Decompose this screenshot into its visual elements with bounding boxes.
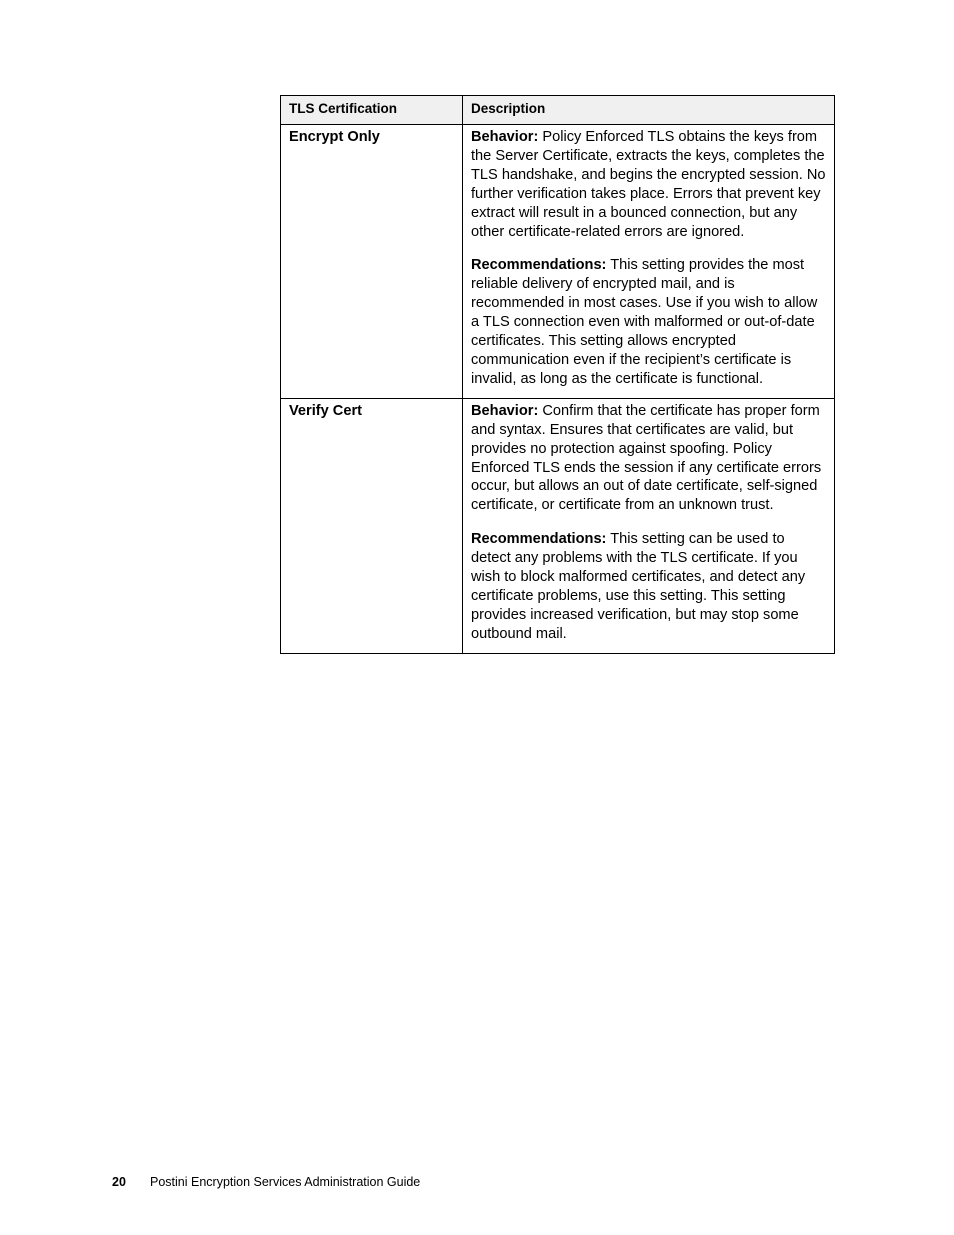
row-name-encrypt-only: Encrypt Only [281,125,463,399]
recommendations-label: Recommendations: [471,257,607,274]
page-footer [112,1174,420,1190]
behavior-paragraph [471,402,828,515]
recommendations-text: This setting can be used to detect any problems with the TLS certificate. If you wish to block malformed certificates, and detect any certificate problems, use this setting. This setting provides increased verification, but may stop some outbound mail. [471,531,806,642]
row-description [463,398,835,653]
row-name-verify-cert: Verify Cert [281,398,463,653]
recommendations-label: Recommendations: [471,531,607,548]
tls-certification-table [280,95,835,654]
behavior-label: Behavior: [471,402,539,419]
recommendations-paragraph [471,530,828,643]
page-number: 20 [112,1175,126,1189]
recommendations-text: This setting provides the most reliable delivery of encrypted mail, and is recommended in most cases. Use if you wish to allow a TLS connection even with malformed or out-of-date certificates. This setting allows encrypted communication even if the recipient’s certificate is invalid, as long as the certificate is functional. [471,257,818,387]
behavior-paragraph [471,128,828,241]
header-description: Description [463,96,835,125]
table-header-row [281,96,835,125]
behavior-text: Confirm that the certificate has proper form and syntax. Ensures that certificates are valid, but provides no protection against spoofing. Policy Enforced TLS ends the session if any certificate errors occur, but allows an out of date certificate, self-signed certificate, or certificate from an unknown trust. [471,402,822,514]
document-title: Postini Encryption Services Administration Guide [150,1175,421,1189]
recommendations-paragraph [471,256,828,388]
row-description [463,125,835,399]
table-row [281,398,835,653]
behavior-label: Behavior: [471,129,539,145]
table-row [281,125,835,399]
header-tls-certification: TLS Certification [281,96,463,125]
behavior-text: Policy Enforced TLS obtains the keys from the Server Certificate, extracts the keys, completes the TLS handshake, and begins the encrypted session. No further verification takes place. Errors that prevent key extract will result in a bounced connection, but any other certificate-related errors are ignored. [471,129,826,240]
